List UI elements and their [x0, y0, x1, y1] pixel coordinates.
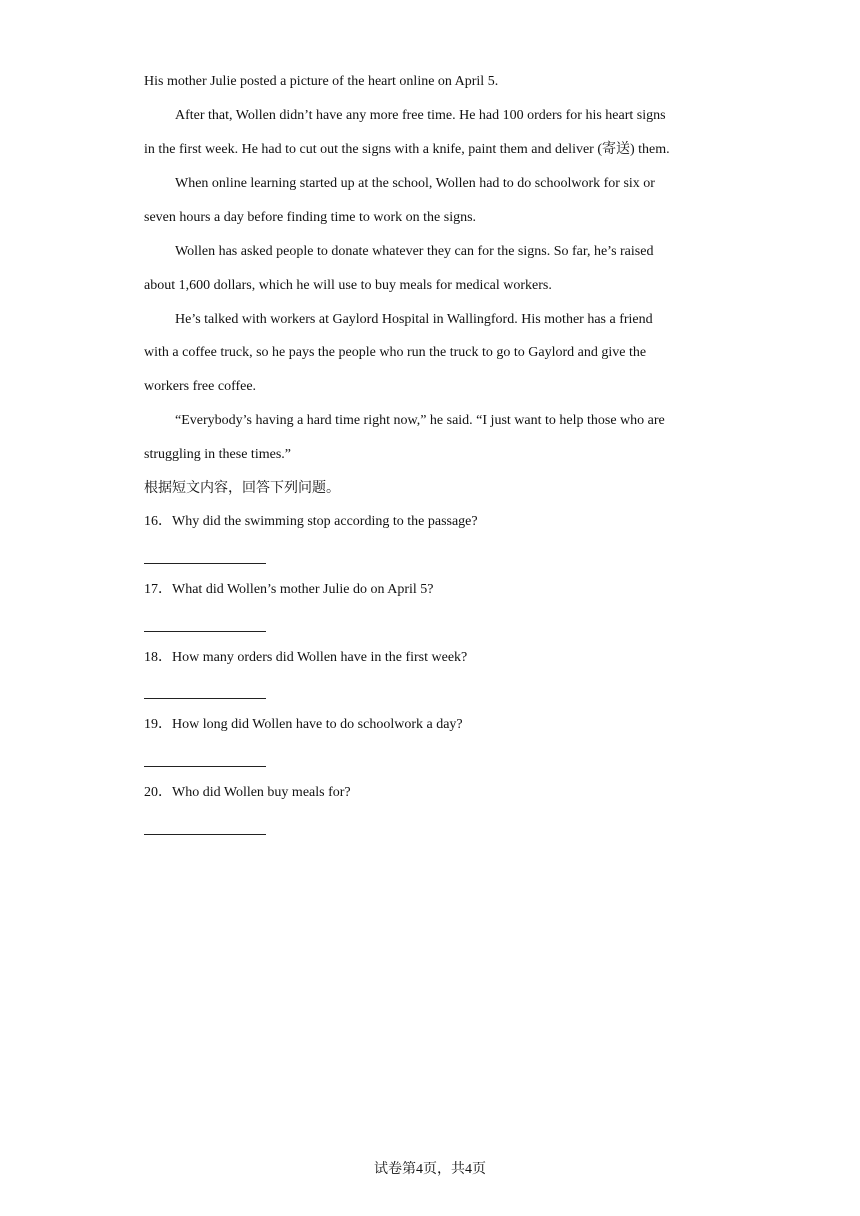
passage-line: seven hours a day before finding time to work on the signs. — [144, 210, 477, 225]
question-17 — [144, 580, 433, 600]
question-number: 20． — [144, 785, 172, 800]
passage-line: struggling in these times.” — [144, 447, 291, 462]
question-number: 16． — [144, 514, 172, 529]
question-19 — [144, 715, 463, 735]
passage-line: He’s talked with workers at Gaylord Hospital in Wallingford. His mother has a friend — [175, 312, 653, 327]
answer-blank-18[interactable] — [144, 698, 266, 699]
question-text: Why did the swimming stop according to the passage? — [172, 514, 478, 529]
passage-line: workers free coffee. — [144, 379, 257, 394]
answer-blank-20[interactable] — [144, 834, 266, 835]
question-number: 19． — [144, 717, 172, 732]
passage-line: Wollen has asked people to donate whatever they can for the signs. So far, he’s raised — [175, 244, 654, 259]
question-instruction: 根据短文内容，回答下列问题。 — [144, 481, 340, 496]
passage-line: After that, Wollen didn’t have any more free time. He had 100 orders for his heart signs — [175, 108, 666, 123]
question-20 — [144, 783, 351, 803]
passage-line: “Everybody’s having a hard time right now,” he said. “I just want to help those who are — [175, 413, 665, 428]
question-number: 18． — [144, 650, 172, 665]
question-text: Who did Wollen buy meals for? — [172, 785, 351, 800]
question-number: 17． — [144, 582, 172, 597]
passage-line: His mother Julie posted a picture of the heart online on April 5. — [144, 74, 499, 89]
answer-blank-19[interactable] — [144, 766, 266, 767]
passage-line: in the first week. He had to cut out the signs with a knife, paint them and deliver (寄送) them. — [144, 142, 670, 157]
question-text: How many orders did Wollen have in the first week? — [172, 650, 468, 665]
question-18 — [144, 648, 467, 668]
question-text: What did Wollen’s mother Julie do on April 5? — [172, 582, 434, 597]
question-text: How long did Wollen have to do schoolwork a day? — [172, 717, 463, 732]
passage-line: When online learning started up at the school, Wollen had to do schoolwork for six or — [175, 176, 655, 191]
question-16 — [144, 512, 478, 532]
answer-blank-17[interactable] — [144, 631, 266, 632]
answer-blank-16[interactable] — [144, 563, 266, 564]
passage-line: about 1,600 dollars, which he will use to buy meals for medical workers. — [144, 278, 552, 293]
passage-line: with a coffee truck, so he pays the people who run the truck to go to Gaylord and give the — [144, 345, 647, 360]
page-footer: 试卷第4页，共4页 — [374, 1162, 486, 1177]
